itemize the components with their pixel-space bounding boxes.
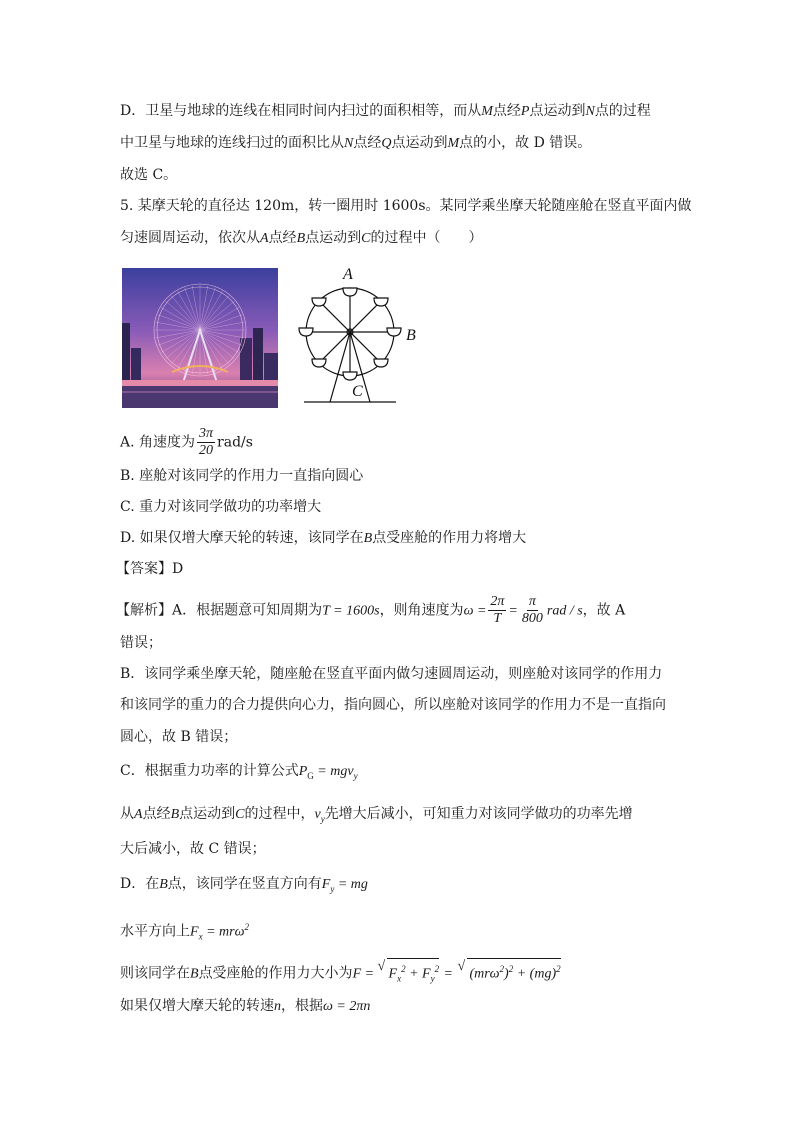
- text: 先增大后减小，可知重力对该同学做功的功率先增: [324, 806, 633, 822]
- text: C．根据重力功率的计算公式: [120, 763, 299, 779]
- choose-c-line: 故选 C。: [120, 167, 178, 183]
- math: v: [314, 807, 321, 822]
- formula: [299, 764, 358, 779]
- unit: rad/s: [217, 434, 253, 451]
- math: + F: [405, 966, 431, 982]
- text: A. 角速度为: [120, 434, 196, 451]
- prev-d-line-1: [120, 101, 651, 122]
- subscript: y: [353, 770, 358, 781]
- var-A: A: [260, 231, 269, 246]
- math: ω =: [463, 603, 487, 619]
- var-M: M: [447, 136, 460, 151]
- option-b: B. 座舱对该同学的作用力一直指向圆心: [120, 468, 364, 484]
- subscript: x: [397, 973, 402, 984]
- option-c: C. 重力对该同学做功的功率增大: [120, 499, 322, 515]
- analysis-line-c1: [120, 761, 358, 786]
- analysis-line-c2: [120, 804, 633, 829]
- text: 的过程中，: [244, 806, 315, 822]
- math: n: [274, 999, 281, 1014]
- var-B: B: [170, 807, 180, 822]
- math: T = 1600s: [322, 603, 380, 619]
- math: = mrω: [202, 924, 245, 940]
- text: 点经: [353, 135, 382, 151]
- var-C: C: [235, 807, 245, 822]
- text: 点经: [142, 806, 171, 822]
- analysis-line-b3: 圆心，故 B 错误；: [120, 729, 238, 745]
- text: ，则角速度为: [379, 602, 464, 619]
- analysis-tag: 【解析】: [116, 602, 172, 619]
- analysis-line-b2: 和该同学的重力的合力提供向心力，指向圆心，所以座舱对该同学的作用力不是一直指向: [120, 697, 666, 713]
- superscript: 2: [499, 964, 505, 974]
- text: 点经: [268, 230, 297, 246]
- analysis-line-d4: [120, 996, 370, 1017]
- text: ，根据: [281, 998, 323, 1014]
- diagram-label-b: B: [406, 327, 416, 344]
- subscript: x: [198, 931, 203, 942]
- question-5-line-2: [120, 228, 482, 249]
- answer-tag: 【答案】: [116, 561, 172, 577]
- math: =: [443, 966, 453, 982]
- var-M: M: [481, 104, 493, 119]
- var-Q: Q: [381, 136, 392, 151]
- ferris-wheel-diagram: [290, 262, 430, 408]
- sqrt-2: √ $(mr\omega^2)^2 + (mg)^2$: [467, 958, 560, 985]
- text: 如果仅增大摩天轮的转速: [120, 998, 274, 1014]
- var-A: A: [134, 807, 143, 822]
- numerator: 3π: [197, 426, 215, 443]
- text: 从: [120, 806, 134, 822]
- unit: rad / s: [546, 603, 583, 619]
- math: =: [508, 603, 518, 619]
- analysis-line-d1: [120, 874, 368, 899]
- text: 点运动到: [529, 103, 586, 119]
- denominator: T: [493, 611, 502, 627]
- superscript: 2: [556, 964, 561, 974]
- ferris-wheel-diagram-svg: [290, 262, 430, 408]
- superscript: 2: [508, 964, 514, 974]
- subscript: y: [330, 883, 335, 894]
- denominator: 20: [199, 443, 214, 459]
- superscript: 2: [401, 964, 406, 974]
- sqrt-1: √ $F_x^2 + F_y^2$: [387, 958, 440, 988]
- math: F: [321, 877, 331, 892]
- math: + (mg): [513, 966, 557, 982]
- var-N: N: [585, 104, 595, 119]
- math: = mgv: [313, 764, 354, 779]
- text: 的过程中（ ）: [370, 230, 483, 246]
- analysis-line-a2: 错误；: [120, 635, 162, 651]
- var-B: B: [296, 231, 306, 246]
- diagram-label-c: C: [352, 383, 363, 400]
- text: 点受座舱的作用力将增大: [372, 530, 527, 546]
- text: 则该同学在: [120, 965, 190, 982]
- ferris-wheel-photo: [122, 268, 278, 408]
- analysis-line-d2: [120, 917, 249, 946]
- text: 匀速圆周运动，依次从: [120, 230, 260, 246]
- diagram-label-a: A: [343, 266, 353, 283]
- var-B: B: [159, 877, 168, 892]
- option-a: [120, 426, 253, 459]
- ferris-wheel-photo-svg: [122, 268, 278, 408]
- analysis-line-c3: 大后减小，故 C 错误；: [120, 841, 266, 857]
- text: 点受座舱的作用力大小为: [198, 965, 353, 982]
- var-N: N: [344, 136, 354, 151]
- text: 中卫星与地球的连线扫过的面积比从: [120, 135, 344, 151]
- text: 点运动到: [391, 135, 448, 151]
- var-B: B: [363, 531, 373, 546]
- numerator: 2π: [488, 594, 506, 611]
- option-d: [120, 528, 526, 549]
- text: 点，该同学在竖直方向有: [167, 876, 322, 892]
- text: 点运动到: [305, 230, 362, 246]
- superscript: 2: [244, 922, 249, 932]
- analysis-line-d3: [120, 958, 561, 988]
- text: 水平方向上: [120, 923, 190, 940]
- numerator: π: [527, 594, 538, 611]
- math: = mg: [334, 877, 368, 892]
- prev-d-line-2: [120, 133, 591, 154]
- math: ): [504, 966, 509, 982]
- var-C: C: [361, 231, 371, 246]
- question-5-line-1: 5. 某摩天轮的直径达 120m，转一圈用时 1600s。某同学乘坐摩天轮随座舱在竖直平面内做: [120, 198, 692, 214]
- math: ω = 2πn: [323, 999, 371, 1014]
- math: F: [190, 924, 199, 940]
- text: D．卫星与地球的连线在相同时间内扫过的面积相等，而从: [120, 103, 482, 119]
- subscript: y: [430, 973, 435, 984]
- math: (mrω: [469, 966, 500, 982]
- text: 点运动到: [179, 806, 236, 822]
- superscript: 2: [434, 964, 440, 974]
- fraction: [488, 594, 506, 627]
- analysis-line-b1: B．该同学乘坐摩天轮，随座舱在竖直平面内做匀速圆周运动，则座舱对该同学的作用力: [120, 666, 663, 682]
- text: 点经: [492, 103, 521, 119]
- text: D．在: [120, 876, 160, 892]
- math: F: [388, 966, 398, 982]
- fraction: [197, 426, 215, 459]
- answer-value: D: [172, 561, 184, 577]
- subscript: G: [307, 770, 314, 781]
- text: D. 如果仅增大摩天轮的转速，该同学在: [120, 530, 364, 546]
- var-P: P: [520, 104, 530, 119]
- fraction: [520, 594, 545, 627]
- answer-line: [116, 559, 183, 579]
- subscript: y: [320, 813, 325, 824]
- denominator: 800: [521, 611, 543, 627]
- math: F =: [352, 966, 375, 982]
- text: 点的过程: [594, 103, 651, 119]
- text: 点的小，故 D 错误。: [459, 135, 592, 151]
- math: P: [298, 764, 308, 779]
- text: A．根据题意可知周期为: [172, 602, 323, 619]
- text: ，故 A: [582, 602, 626, 619]
- var-B: B: [190, 966, 199, 982]
- analysis-line-a1: [116, 594, 625, 627]
